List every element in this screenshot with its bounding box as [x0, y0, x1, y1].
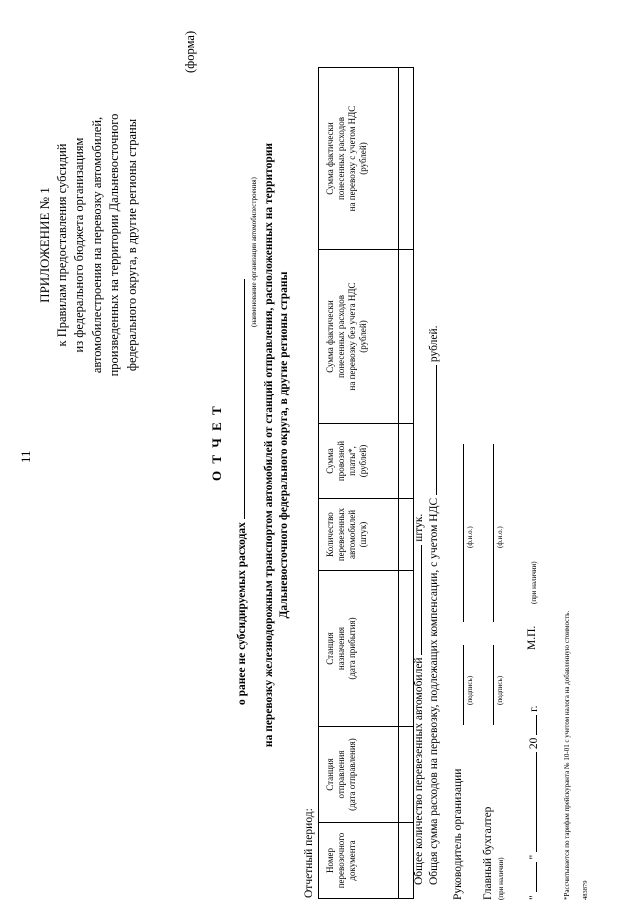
total-count-field[interactable] — [411, 545, 422, 655]
table-cell[interactable] — [399, 424, 414, 499]
head-signature-line[interactable] — [463, 645, 464, 725]
organization-name-caption: (наименование организации автомобилестроения) — [250, 177, 258, 327]
date-open-quote: " — [528, 895, 540, 900]
form-label: (форма) — [183, 30, 197, 73]
document-number: 483879 — [582, 880, 589, 900]
appendix-line: произведенных на территории Дальневосточного — [107, 113, 121, 377]
head-name-caption: (ф.и.о.) — [466, 526, 474, 548]
date-month-field[interactable] — [526, 752, 537, 852]
report-line1-text: о ранее не субсидируемых расходах — [236, 522, 248, 705]
column-header: Номер перевозочного документа — [319, 823, 399, 899]
appendix-title: ПРИЛОЖЕНИЕ № 1 — [37, 187, 52, 303]
stamp-label: М.П. — [526, 625, 538, 650]
date-year-prefix: 20 — [528, 737, 540, 750]
table-cell[interactable] — [399, 250, 414, 424]
date-year-suffix: г. — [528, 705, 540, 712]
page-number: 11 — [18, 450, 33, 463]
column-header: Сумма провозной платы*, (рублей) — [319, 424, 399, 499]
column-header: Станция отправления (дата отправления) — [319, 727, 399, 823]
date-year-field[interactable] — [526, 715, 537, 735]
total-count-unit: штук. — [413, 513, 425, 542]
total-sum-label: Общая сумма расходов на перевозку, подлежащих компенсации, с учетом НДС — [428, 497, 440, 885]
appendix-line: к Правилам предоставления субсидий — [54, 143, 69, 347]
head-of-organization-label: Руководитель организации — [452, 768, 464, 900]
reporting-period-label: Отчетный период: — [303, 808, 315, 898]
accountant-signature-caption: (подпись) — [496, 675, 504, 705]
date-line — [526, 706, 540, 900]
stamp-note: (при наличии) — [530, 561, 538, 604]
appendix-line: из федерального бюджета организациям — [72, 137, 86, 353]
chief-accountant-note: (при наличии) — [497, 857, 505, 900]
appendix-block — [36, 25, 141, 465]
appendix-line: автомобилестроения на перевозку автомобилей, — [89, 116, 104, 374]
accountant-signature-line[interactable] — [493, 645, 494, 725]
total-sum-unit: рублей. — [428, 325, 440, 363]
column-header: Сумма фактически понесенных расходов на перевозку с учетом НДС (рублей) — [319, 68, 399, 250]
footnote: *Рассчитывается по тарифам прейскуранта № 10-01 с учетом налога на добавленную стоимость. — [563, 610, 571, 900]
total-sum-line — [426, 325, 440, 885]
report-table — [318, 67, 414, 899]
column-header: Станция назначения (дата прибытия) — [319, 571, 399, 727]
date-close-quote: " — [528, 854, 540, 860]
total-count-line — [411, 514, 425, 885]
date-day-field[interactable] — [526, 862, 537, 892]
report-subtitle: на перевозку железнодорожным транспортом автомобилей от станций отправления, расположенных на территории Дальневосточного федерального округа, в другие регионы страны — [263, 142, 290, 748]
accountant-name-line[interactable] — [493, 444, 494, 622]
column-header: Сумма фактически понесенных расходов на перевозку без учета НДС (рублей) — [319, 250, 399, 424]
head-name-line[interactable] — [463, 444, 464, 622]
report-line1 — [233, 279, 248, 705]
appendix-line: федерального округа, в другие регионы страны — [124, 118, 139, 372]
accountant-name-caption: (ф.и.о.) — [496, 526, 504, 548]
table-header-row — [319, 68, 399, 899]
total-sum-field[interactable] — [426, 365, 437, 495]
organization-name-field[interactable] — [233, 279, 245, 519]
column-header: Количество перевезенных автомобилей (штук) — [319, 499, 399, 571]
report-title: О Т Ч Е Т — [209, 404, 224, 481]
table-cell[interactable] — [399, 68, 414, 250]
total-count-label: Общее количество перевезенных автомобилей — [413, 657, 425, 885]
chief-accountant-label: Главный бухгалтер — [482, 806, 494, 900]
head-signature-caption: (подпись) — [466, 675, 474, 705]
